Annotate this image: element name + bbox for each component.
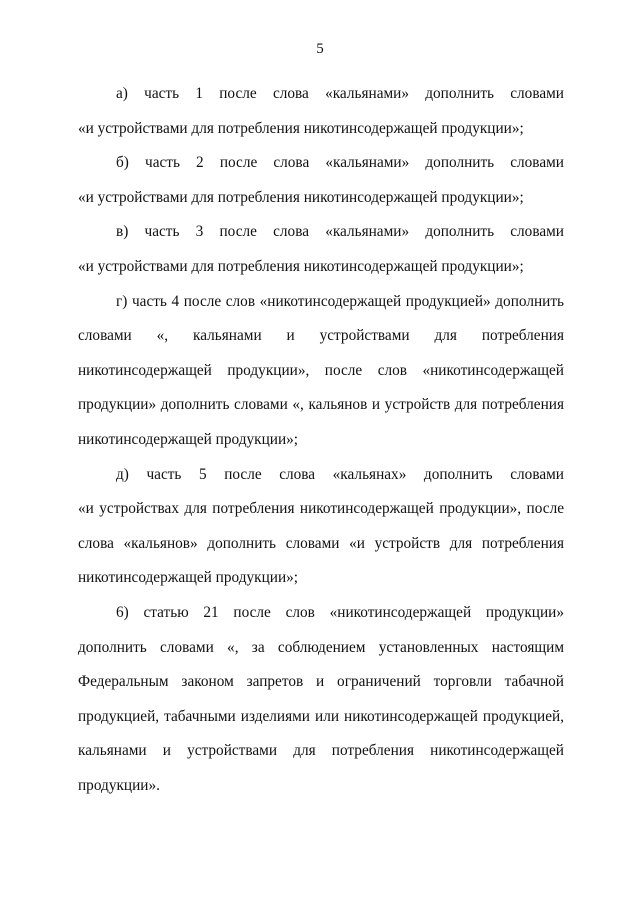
text-line: в) часть 3 после слова «кальянами» дополнить словами — [116, 223, 564, 241]
text-line: а) часть 1 после слова «кальянами» дополнить словами — [116, 85, 564, 102]
text-line: никотинсодержащей продукции»; — [78, 569, 299, 587]
text-line: 6) статью 21 после слов «никотинсодержащей продукции» — [116, 603, 564, 621]
text-line: словами «, кальянами и устройствами для потребления — [78, 327, 564, 345]
text-line: никотинсодержащей продукции», после слов «никотинсодержащей — [78, 361, 564, 379]
text-line: «и устройствами для потребления никотинсодержащей продукции»; — [78, 257, 524, 275]
paragraph-g — [78, 285, 564, 458]
text-line: продукции». — [78, 776, 160, 794]
paragraph-d — [78, 458, 564, 596]
paragraph-b — [78, 146, 564, 215]
text-line: «и устройствами для потребления никотинсодержащей продукции»; — [78, 119, 524, 137]
text-line: б) часть 2 после слова «кальянами» дополнить словами — [116, 154, 564, 172]
text-line: слова «кальянов» дополнить словами «и устройств для потребления — [78, 534, 564, 552]
text-line: продукции» дополнить словами «, кальянов и устройств для потребления — [78, 396, 564, 414]
text-line: «и устройствами для потребления никотинсодержащей продукции»; — [78, 188, 524, 206]
paragraph-a — [78, 77, 564, 146]
page-number: 5 — [316, 41, 324, 57]
document-body — [78, 77, 564, 803]
paragraph-6 — [78, 596, 564, 804]
text-line: никотинсодержащей продукции»; — [78, 430, 299, 448]
text-line: д) часть 5 после слова «кальянах» дополнить словами — [116, 465, 564, 483]
text-line: г) часть 4 после слов «никотинсодержащей продукцией» дополнить — [116, 292, 564, 310]
text-line: кальянами и устройствами для потребления никотинсодержащей — [78, 742, 564, 760]
text-line: продукцией, табачными изделиями или никотинсодержащей продукцией, — [78, 707, 564, 725]
text-line: дополнить словами «, за соблюдением установленных настоящим — [78, 638, 564, 656]
paragraph-v — [78, 215, 564, 284]
text-line: «и устройствах для потребления никотинсодержащей продукции», после — [78, 500, 564, 518]
text-line: Федеральным законом запретов и ограничений торговли табачной — [78, 673, 564, 691]
